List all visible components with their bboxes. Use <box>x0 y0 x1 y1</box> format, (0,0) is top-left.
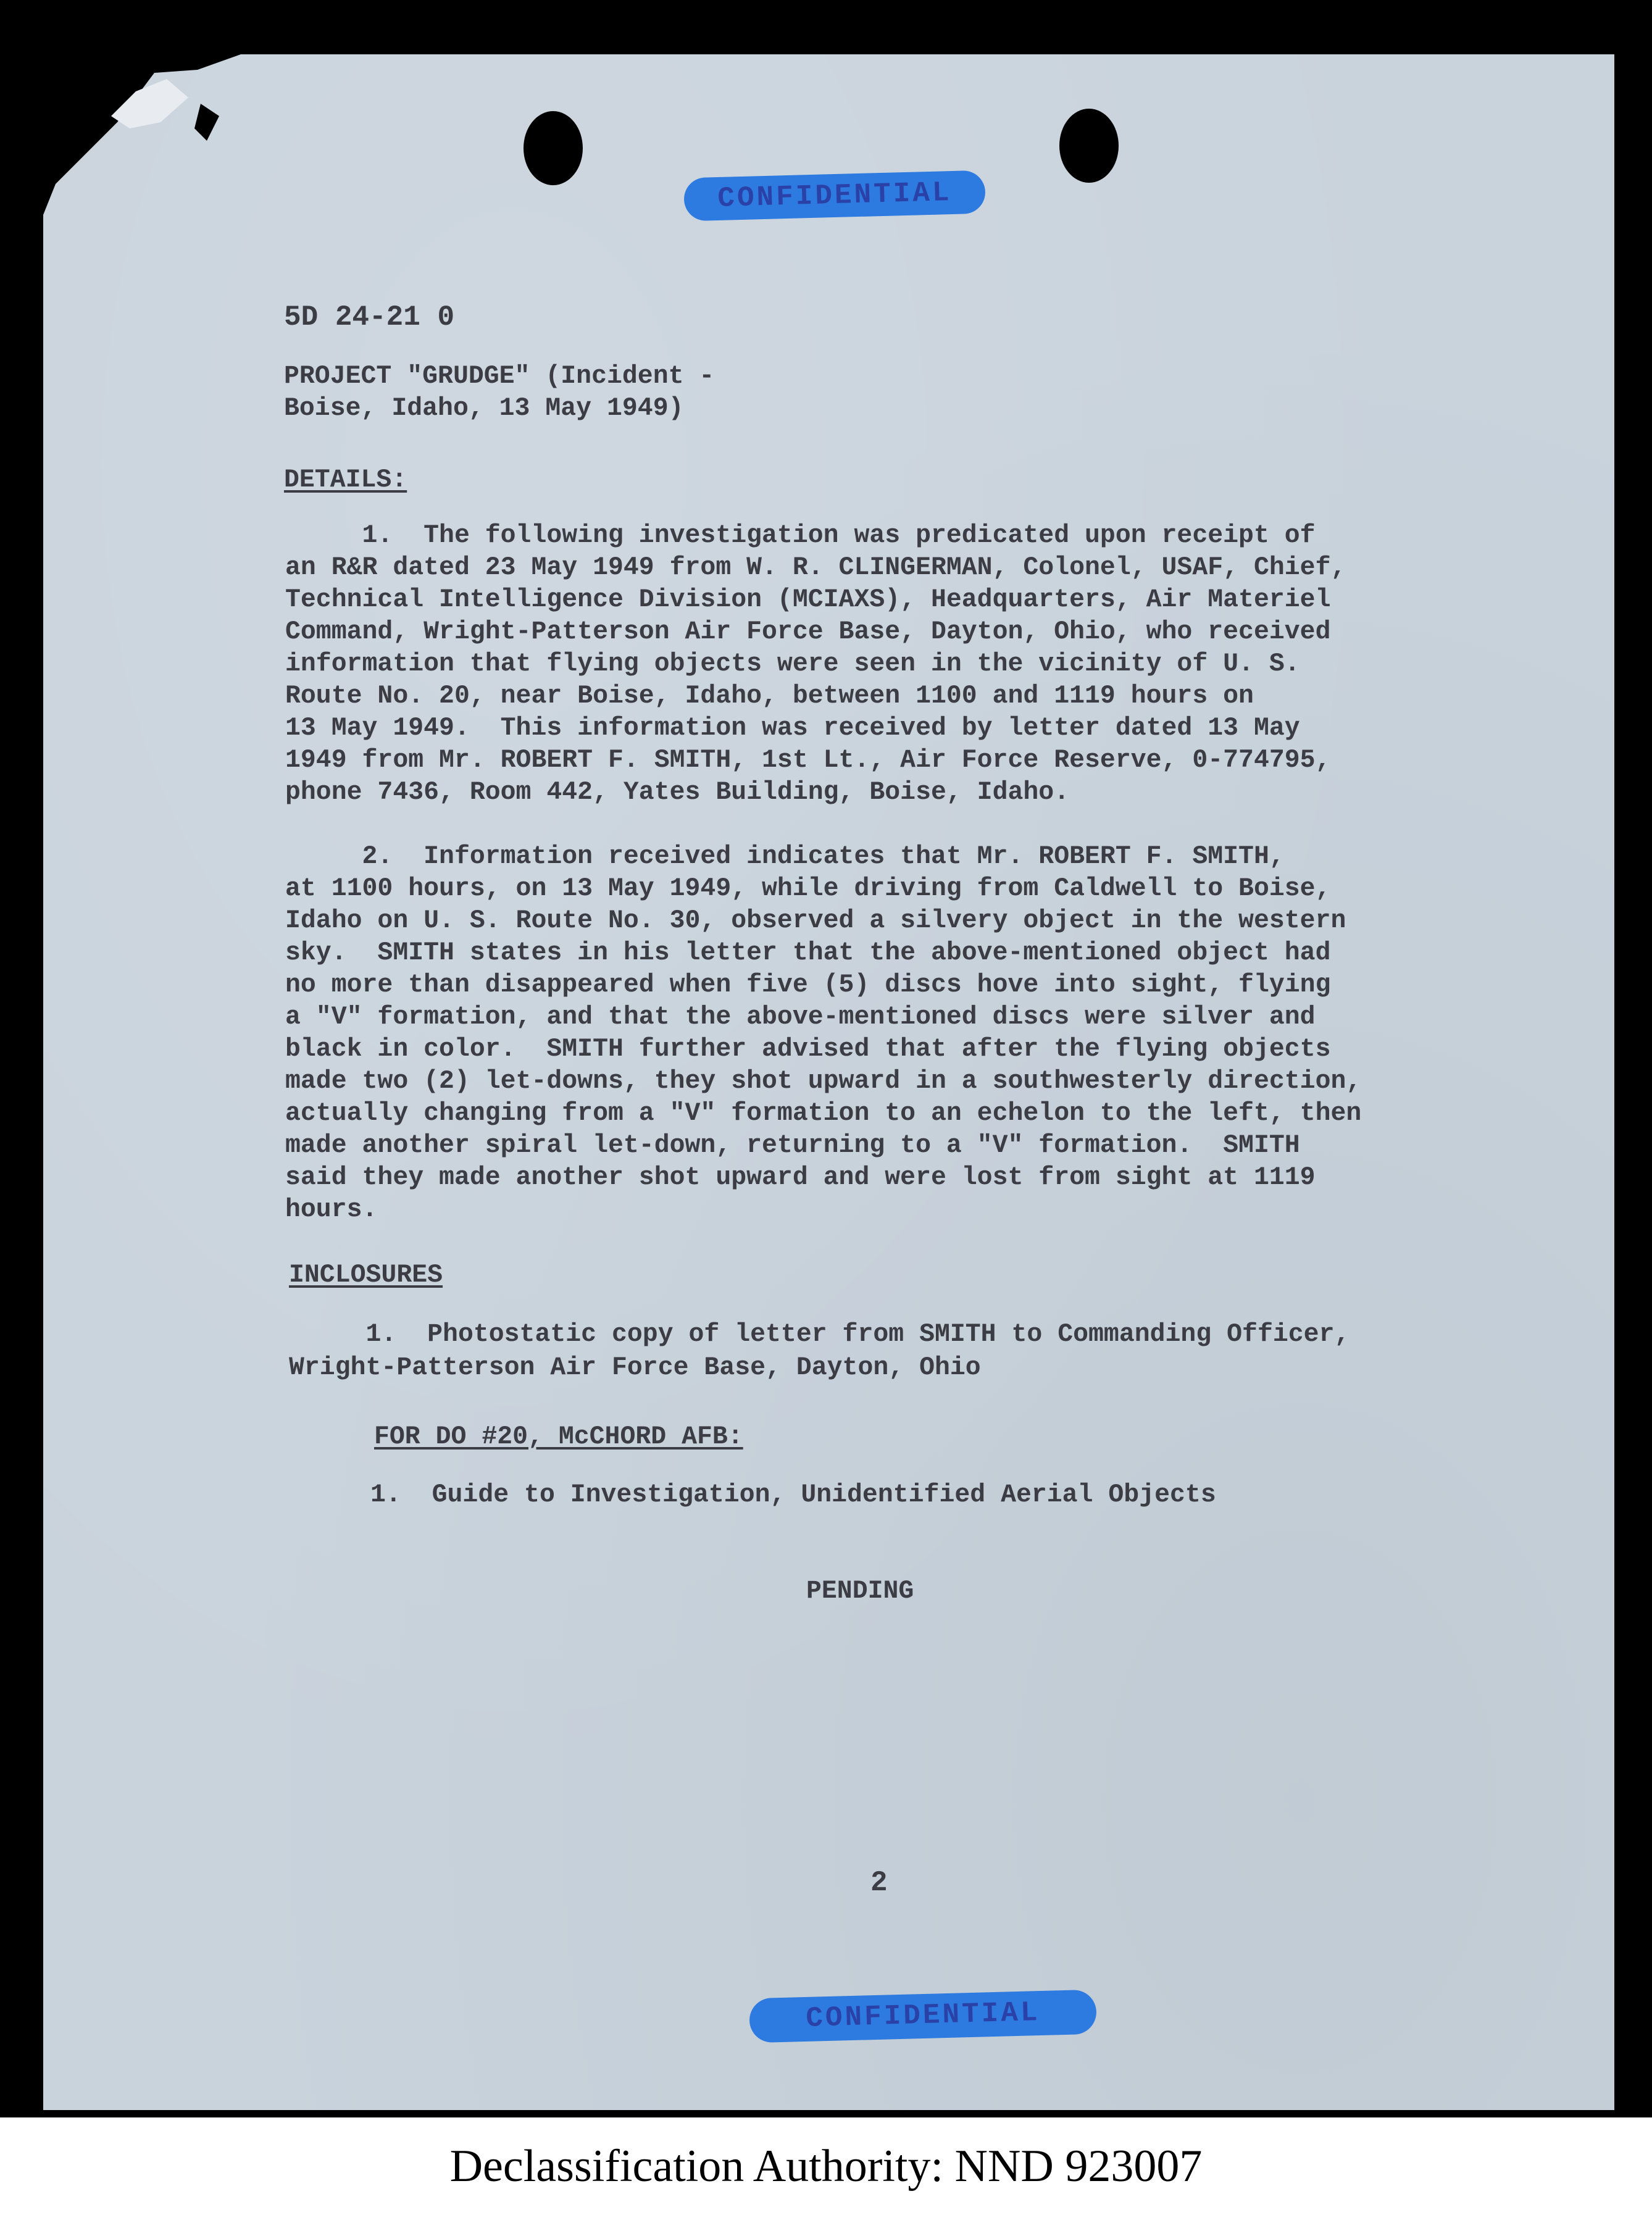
paragraph-2-line: 2. Information received indicates that Mr. ROBERT F. SMITH, <box>285 842 1285 871</box>
paragraph-1-line: an R&R dated 23 May 1949 from W. R. CLINGERMAN, Colonel, USAF, Chief, <box>285 553 1346 582</box>
paragraph-1-line: Command, Wright-Patterson Air Force Base, Dayton, Ohio, who received <box>285 617 1331 646</box>
paragraph-1-line: information that flying objects were seen in the vicinity of U. S. <box>285 649 1300 678</box>
paragraph-1-line: Technical Intelligence Division (MCIAXS), Headquarters, Air Materiel <box>285 585 1331 614</box>
paragraph-2-line: black in color. SMITH further advised that after the flying objects <box>285 1035 1331 1064</box>
paragraph-1-line: 13 May 1949. This information was received by letter dated 13 May <box>285 714 1300 743</box>
paragraph-2-line: sky. SMITH states in his letter that the above-mentioned object had <box>285 938 1331 967</box>
paragraph-2-line: said they made another shot upward and were lost from sight at 1119 <box>285 1163 1316 1192</box>
paragraph-2-line: made another spiral let-down, returning to a "V" formation. SMITH <box>285 1131 1300 1160</box>
subject-line-1: PROJECT "GRUDGE" (Incident - <box>284 362 715 391</box>
paragraph-2-line: Idaho on U. S. Route No. 30, observed a silvery object in the western <box>285 906 1346 935</box>
file-number: 5D 24-21 0 <box>284 301 455 333</box>
paragraph-2-line: a "V" formation, and that the above-mentioned discs were silver and <box>285 1003 1316 1032</box>
do-item-1: 1. Guide to Investigation, Unidentified Aerial Objects <box>370 1480 1216 1509</box>
paragraph-2-line: actually changing from a "V" formation to an echelon to the left, then <box>285 1099 1362 1128</box>
classification-stamp-top: CONFIDENTIAL <box>683 170 986 222</box>
torn-corner <box>43 54 241 215</box>
paragraph-2-line: made two (2) let-downs, they shot upward in a southwesterly direction, <box>285 1067 1362 1096</box>
punch-hole-right <box>1059 109 1119 183</box>
classification-stamp-bottom: CONFIDENTIAL <box>749 1990 1097 2043</box>
declassification-footer: Declassification Authority: NND 923007 <box>0 2117 1652 2215</box>
paragraph-2-line: hours. <box>285 1195 378 1224</box>
inclosure-1-line-2: Wright-Patterson Air Force Base, Dayton, Ohio <box>289 1353 981 1382</box>
paragraph-1-line: Route No. 20, near Boise, Idaho, between 1100 and 1119 hours on <box>285 682 1254 711</box>
paragraph-1-line: 1. The following investigation was predicated upon receipt of <box>285 521 1316 550</box>
paragraph-1-line: phone 7436, Room 442, Yates Building, Boise, Idaho. <box>285 778 1070 807</box>
do-heading: FOR DO #20, McCHORD AFB: <box>374 1422 743 1451</box>
paragraph-1-line: 1949 from Mr. ROBERT F. SMITH, 1st Lt., Air Force Reserve, 0-774795, <box>285 746 1331 775</box>
details-heading: DETAILS: <box>284 465 407 494</box>
page-number: 2 <box>870 1867 888 1899</box>
subject-line-2: Boise, Idaho, 13 May 1949) <box>284 394 684 423</box>
inclosure-1-line-1: 1. Photostatic copy of letter from SMITH to Commanding Officer, <box>289 1320 1350 1349</box>
status-pending: PENDING <box>806 1577 914 1606</box>
inclosures-heading: INCLOSURES <box>289 1261 443 1290</box>
punch-hole-left <box>524 111 583 185</box>
paragraph-2-line: at 1100 hours, on 13 May 1949, while driving from Caldwell to Boise, <box>285 874 1331 903</box>
paragraph-2-line: no more than disappeared when five (5) discs hove into sight, flying <box>285 970 1331 999</box>
